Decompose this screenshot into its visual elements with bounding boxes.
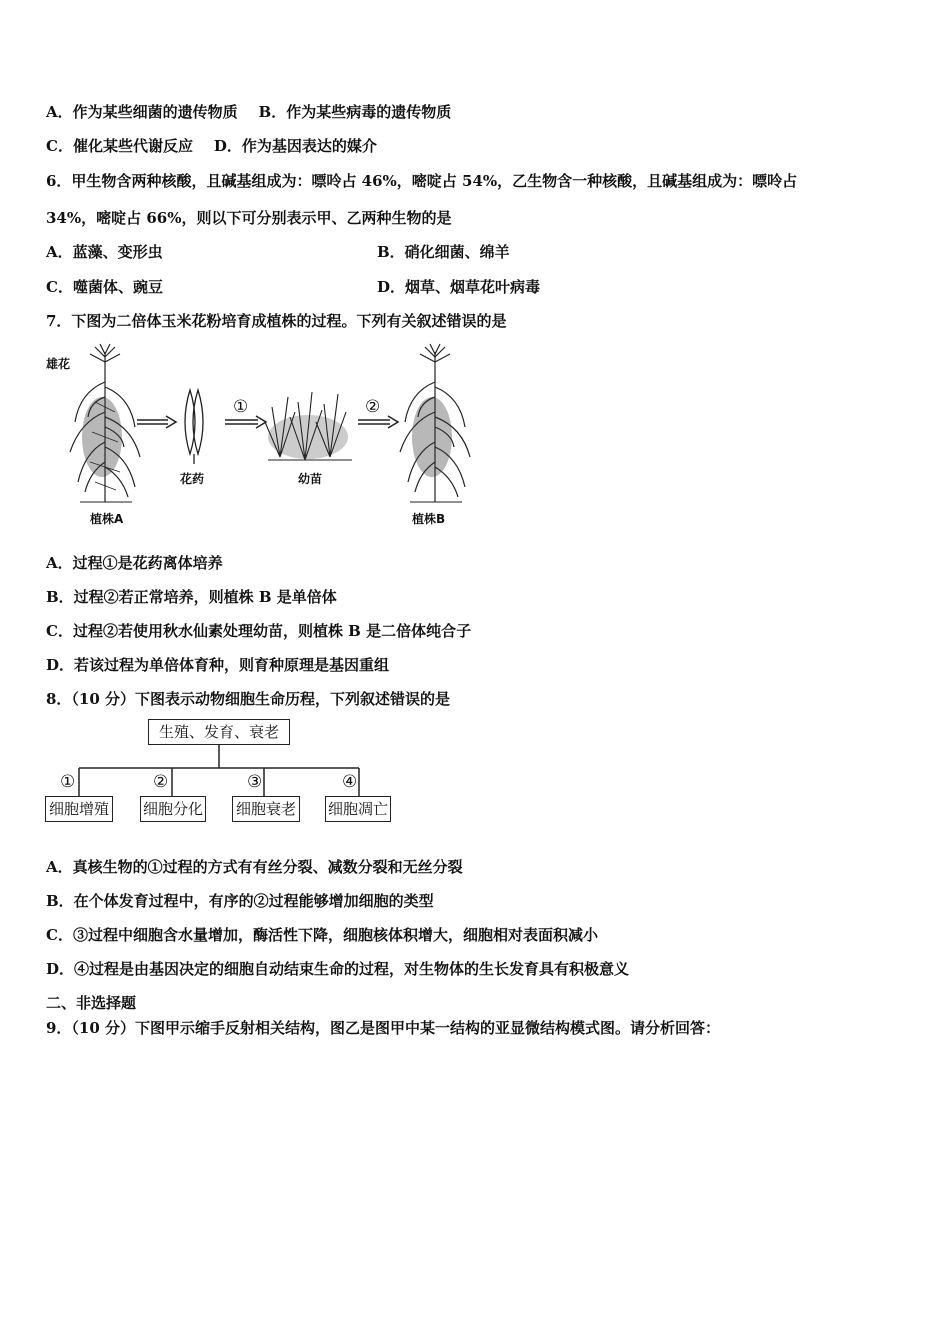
q9-stem: 9．（10 分）下图甲示缩手反射相关结构，图乙是图甲中某一结构的亚显微结构模式图。请分析回答： bbox=[46, 1019, 721, 1037]
q6-option-c: C．噬菌体、豌豆 bbox=[46, 278, 163, 296]
label-step1: ① bbox=[233, 397, 249, 417]
q7-figure bbox=[40, 342, 480, 532]
q5-option-a: A．作为某些细菌的遗传物质 bbox=[46, 103, 238, 121]
box-cell-differentiation: 细胞分化 bbox=[140, 796, 206, 822]
q8-option-c: C．③过程中细胞含水量增加，酶活性下降，细胞核体积增大，细胞相对表面积减小 bbox=[46, 926, 598, 944]
q8-stem: 8．（10 分）下图表示动物细胞生命历程，下列叙述错误的是 bbox=[46, 690, 451, 708]
q6-option-d: D．烟草、烟草花叶病毒 bbox=[377, 278, 541, 296]
q6-stem-line1: 6．甲生物含两种核酸，且碱基组成为：嘌呤占 46%，嘧啶占 54%，乙生物含一种核酸，且碱基组成为：嘌呤占 bbox=[46, 172, 798, 190]
label-male-flower: 雄花 bbox=[46, 357, 71, 371]
arrow-step1 bbox=[225, 416, 266, 428]
q8-option-b: B．在个体发育过程中，有序的②过程能够增加细胞的类型 bbox=[46, 892, 434, 910]
plant-a-foliage bbox=[82, 397, 122, 477]
arrow-step2 bbox=[358, 416, 398, 428]
q6-option-b: B．硝化细菌、绵羊 bbox=[377, 243, 510, 261]
q7-option-d: D．若该过程为单倍体育种，则育种原理是基因重组 bbox=[46, 656, 390, 674]
q7-option-a: A．过程①是花药离体培养 bbox=[46, 554, 223, 572]
box-cell-proliferation: 细胞增殖 bbox=[45, 796, 113, 822]
anther-illustration bbox=[185, 390, 203, 464]
arrow-to-anther bbox=[137, 416, 176, 428]
q5-option-a-b bbox=[46, 102, 451, 122]
box-reproduction-development-aging: 生殖、发育、衰老 bbox=[148, 719, 290, 745]
q6-stem-line2: 34%，嘧啶占 66%，则以下可分别表示甲、乙两种生物的是 bbox=[46, 209, 452, 227]
q7-option-b: B．过程②若正常培养，则植株 B 是单倍体 bbox=[46, 588, 337, 606]
label-plant-b: 植株B bbox=[412, 512, 446, 526]
q8-option-d: D．④过程是由基因决定的细胞自动结束生命的过程，对生物体的生长发育具有积极意义 bbox=[46, 960, 630, 978]
q7-option-c: C．过程②若使用秋水仙素处理幼苗，则植株 B 是二倍体纯合子 bbox=[46, 622, 472, 640]
label-step2: ② bbox=[365, 397, 381, 417]
label-plant-a: 植株A bbox=[90, 512, 124, 526]
num-2: ② bbox=[153, 772, 169, 792]
q5-option-d: D．作为基因表达的媒介 bbox=[213, 137, 377, 155]
seedling-shading bbox=[268, 415, 348, 459]
q8-option-a: A．真核生物的①过程的方式有有丝分裂、减数分裂和无丝分裂 bbox=[46, 858, 463, 876]
num-1: ① bbox=[60, 772, 76, 792]
label-seedling: 幼苗 bbox=[298, 472, 323, 486]
plant-b-foliage bbox=[412, 397, 452, 477]
num-3: ③ bbox=[247, 772, 263, 792]
q5-option-c-d bbox=[46, 136, 377, 156]
num-4: ④ bbox=[342, 772, 358, 792]
section-heading-non-choice: 二、非选择题 bbox=[46, 994, 137, 1012]
q5-option-c: C．催化某些代谢反应 bbox=[46, 137, 193, 155]
q8-figure bbox=[44, 716, 394, 826]
corn-culture-diagram bbox=[40, 342, 480, 532]
box-cell-aging: 细胞衰老 bbox=[232, 796, 300, 822]
q6-option-a: A．蓝藻、变形虫 bbox=[46, 243, 163, 261]
q7-stem: 7．下图为二倍体玉米花粉培育成植株的过程。下列有关叙述错误的是 bbox=[46, 312, 507, 330]
box-cell-apoptosis: 细胞凋亡 bbox=[325, 796, 391, 822]
q5-option-b: B．作为某些病毒的遗传物质 bbox=[258, 103, 452, 121]
label-anther: 花药 bbox=[180, 472, 205, 486]
